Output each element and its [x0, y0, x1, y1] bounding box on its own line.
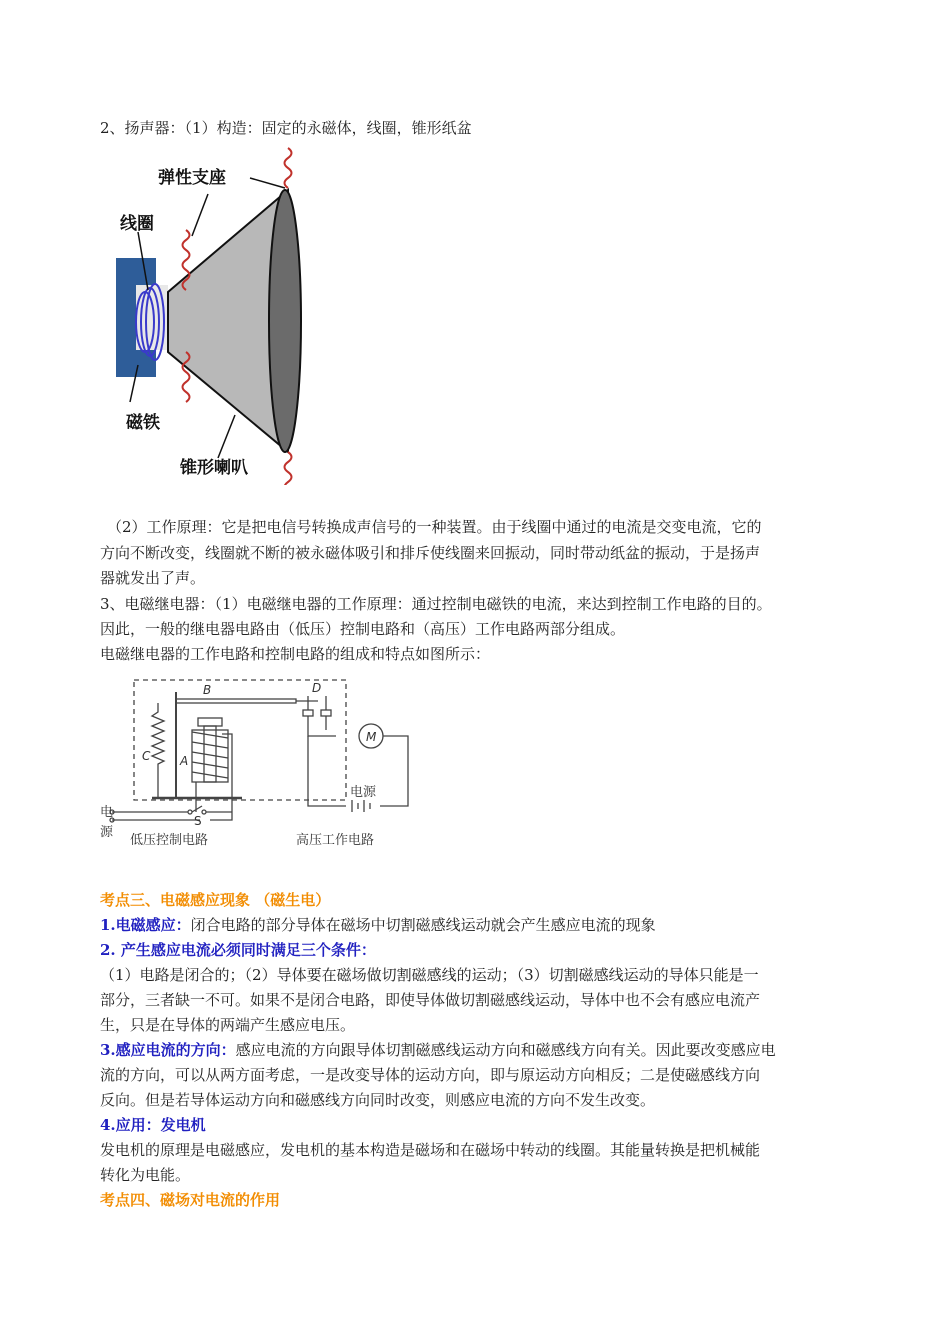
section3-p4-line-1: 发电机的原理是电磁感应，发电机的基本构造是磁场和在磁场中转动的线圈。其能量转换是把机械能 — [100, 1141, 761, 1159]
speaker-principle-2: 方向不断改变，线圈就不断的被永磁体吸引和排斥使线圈来回振动，同时带动纸盆的振动，于是扬声 — [100, 544, 761, 562]
section3-p2-line-3: 生，只是在导体的两端产生感应电压。 — [100, 1016, 356, 1034]
relay-label-D: D — [312, 681, 322, 695]
p1-label: 1.电磁感应： — [100, 916, 191, 934]
p3-label: 3.感应电流的方向： — [100, 1041, 236, 1059]
speaker-principle-3: 器就发出了声。 — [100, 569, 206, 587]
relay-line-3: 电磁继电器的工作电路和控制电路的组成和特点如图所示： — [100, 645, 491, 663]
speaker-principle-1: （2）工作原理：它是把电信号转换成声信号的一种装置。由于线圈中通过的电流是交变电流，它的 — [107, 518, 762, 536]
label-magnet: 磁铁 — [126, 413, 160, 433]
spring-bottom-right — [285, 452, 292, 485]
section3-p3-line-2: 反向。但是若导体运动方向和磁感线方向同时改变，则感应电流的方向不发生改变。 — [100, 1091, 656, 1109]
relay-label-high: 高压工作电路 — [296, 833, 375, 848]
section3-p4-label: 4.应用：发电机 — [100, 1116, 206, 1134]
p1-text: 闭合电路的部分导体在磁场中切割磁感线运动就会产生感应电流的现象 — [190, 916, 656, 934]
label-coil: 线圈 — [120, 214, 154, 234]
relay-label-S: S — [194, 814, 202, 828]
relay-line-1: 3、电磁继电器：（1）电磁继电器的工作原理：通过控制电磁铁的电流，来达到控制工作电路的目的。 — [100, 595, 772, 613]
relay-label-M: M — [366, 730, 377, 744]
spring-top-right — [285, 148, 292, 188]
section3-p3-line-1: 流的方向，可以从两方面考虑，一是改变导体的运动方向，即与原运动方向相反；二是使磁感线方向 — [100, 1066, 761, 1084]
section3-p1 — [100, 915, 656, 935]
relay-label-power-right: 电源 — [350, 785, 377, 800]
section3-p2-label: 2. 产生感应电流必须同时满足三个条件： — [100, 941, 376, 959]
relay-label-low: 低压控制电路 — [130, 833, 209, 848]
label-support: 弹性支座 — [158, 168, 226, 188]
p3-first: 感应电流的方向跟导体切割磁感线运动方向和磁感线方向有关。因此要改变感应电 — [235, 1041, 776, 1059]
relay-label-C: C — [142, 749, 151, 763]
relay-label-power-left-1: 电 — [100, 805, 114, 820]
relay-line-2: 因此，一般的继电器电路由（低压）控制电路和（高压）工作电路两部分组成。 — [100, 620, 626, 638]
relay-label-power-left-2: 源 — [100, 825, 114, 840]
relay-label-B: B — [203, 683, 212, 697]
speaker-cone-rim — [269, 190, 301, 452]
section4-title: 考点四、磁场对电流的作用 — [100, 1191, 281, 1209]
section3-p3 — [100, 1040, 776, 1060]
relay-label-A: A — [180, 754, 189, 768]
section3-p4-line-2: 转化为电能。 — [100, 1166, 191, 1184]
section3-title: 考点三、电磁感应现象 （磁生电） — [100, 891, 331, 909]
speaker-heading: 2、扬声器：（1）构造：固定的永磁体，线圈，锥形纸盆 — [100, 119, 472, 137]
speaker-diagram — [100, 140, 330, 485]
section3-p2-line-1: （1）电路是闭合的；（2）导体要在磁场做切割磁感线的运动；（3）切割磁感线运动的导体只能是一 — [100, 966, 759, 984]
relay-diagram — [100, 670, 420, 860]
section3-p2-line-2: 部分，三者缺一不可。如果不是闭合电路，即使导体做切割磁感线运动，导体中也不会有感应电流产 — [100, 991, 761, 1009]
label-cone: 锥形喇叭 — [180, 458, 248, 478]
